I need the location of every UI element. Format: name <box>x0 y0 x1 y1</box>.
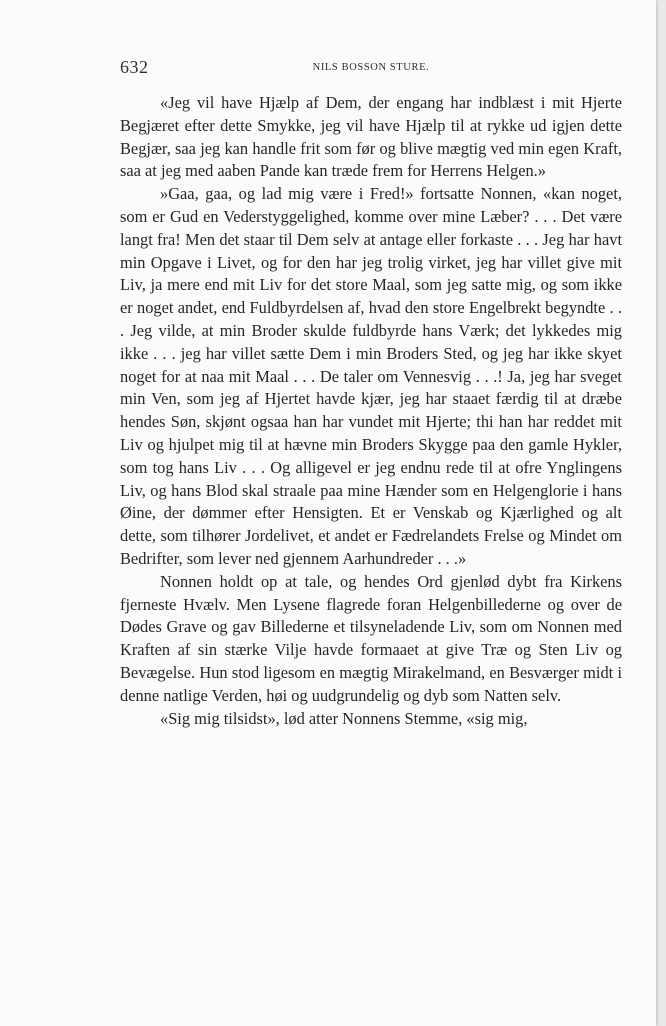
page-header <box>120 57 622 81</box>
page-number: 632 <box>120 57 149 77</box>
paragraph-2: »Gaa, gaa, og lad mig være i Fred!» fortsatte Nonnen, «kan noget, som er Gud en Vederstyggelighed, komme over mine Læber? . . . Det være langt fra! Men det staar til Dem selv at antage eller forkaste . . . Jeg har havt min Opgave i Livet, og for den har jeg trolig virket, jeg har villet give mit Liv, ja mere end mit Liv for det store Maal, som jeg satte mig, og som ikke er noget andet, end Fuldbyrdelsen af, hvad den store Engelbrekt begyndte . . . Jeg vilde, at min Broder skulde fuldbyrde hans Værk; det lykkedes mig ikke . . . jeg har villet sætte Dem i min Broders Sted, og jeg har ikke skyet noget for at naa mit Maal . . . De taler om Vennesvig . . .! Ja, jeg har sveget min Ven, som jeg af Hjertet havde kjær, jeg har staaet færdig til at dræbe hendes Søn, skjønt ogsaa han har vundet mit Hjerte; thi han har reddet mit Liv og hjulpet mig til at hævne min Broders Skygge paa den gamle Hykler, som tog hans Liv . . . Og alligevel er jeg endnu rede til at ofre Ynglingens Liv, og hans Blod skal straale paa mine Hænder som en Helgenglorie i hans Øine, der dømmer efter Hensigten. Et er Venskab og Kjærlighed og alt dette, som tilhører Jordelivet, et andet er Fædrelandets Frelse og Mindet om Bedrifter, som lever ned gjennem Aarhundreder . . .» <box>120 184 622 568</box>
running-title: NILS BOSSON STURE. <box>312 62 430 73</box>
paragraph-3: Nonnen holdt op at tale, og hendes Ord gjenlød dybt fra Kirkens fjerneste Hvælv. Men Lysene flagrede foran Helgenbillederne og over de Dødes Grave og gav Billederne et tilsyneladende Liv, som om Nonnen med Kraften af sin stærke Vilje havde formaaet at give Træ og Sten Liv og Bevægelse. Hun stod ligesom en mægtig Mirakelmand, en Besværger midt i denne natlige Verden, høi og uudgrundelig og dyb som Natten selv. <box>120 571 622 705</box>
paragraph-4: «Sig mig tilsidst», lød atter Nonnens Stemme, «sig mig, <box>160 708 528 728</box>
body-text <box>120 92 622 730</box>
paragraph-1: «Jeg vil have Hjælp af Dem, der engang har indblæst i mit Hjerte Begjæret efter dette Smykke, jeg vil have Hjælp til at rykke ud igjen dette Begjær, saa jeg kan handle frit som før og blive mægtig ved min egen Kraft, saa at jeg med aaben Pande kan træde frem for Herrens Helgen.» <box>120 93 622 181</box>
